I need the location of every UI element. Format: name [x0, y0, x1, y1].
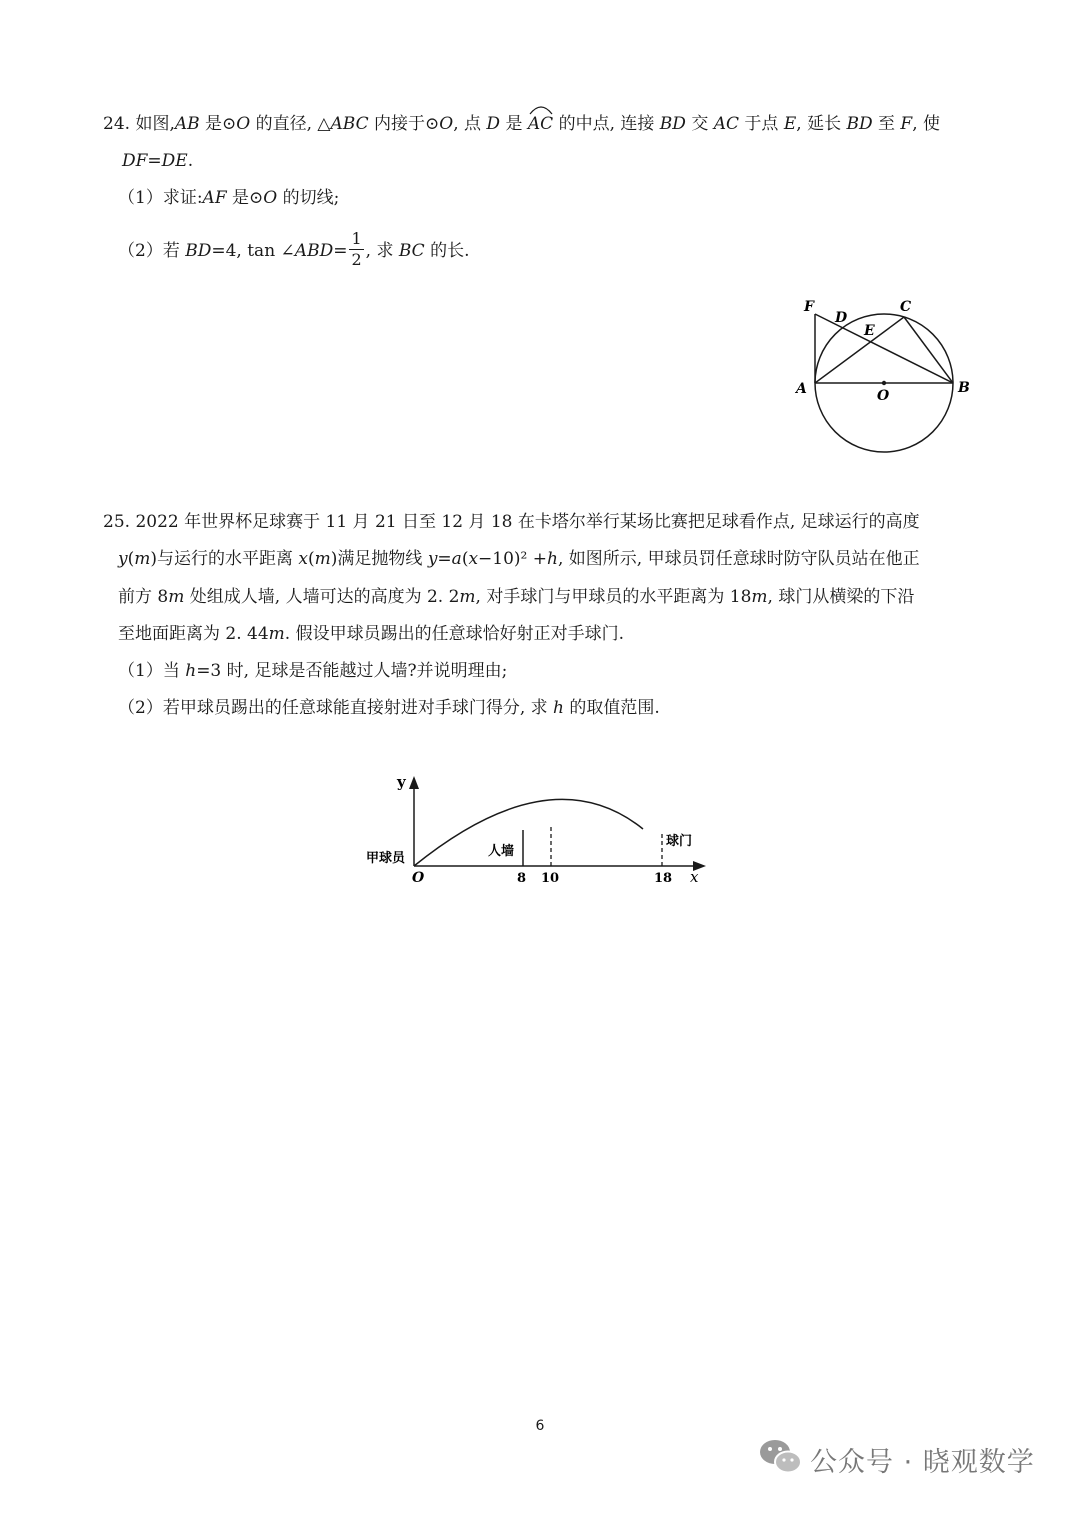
text: 处组成人墙, 人墙可达的高度为 2. 2: [184, 587, 460, 607]
text: 交: [685, 114, 714, 134]
y-axis-arrow: [409, 776, 419, 789]
text: 前方 8: [118, 587, 169, 607]
q24-part-1: [118, 186, 339, 210]
text: 是⊙: [226, 188, 264, 208]
unit-m: m: [459, 587, 476, 607]
var-o: O: [236, 114, 251, 134]
circle-figure: [790, 290, 990, 465]
q25-line-2: [118, 547, 920, 571]
q24-line-1: [103, 112, 940, 136]
text: , 如图所示, 甲球员罚任意球时防守队员站在他正: [557, 549, 920, 569]
label-c: C: [900, 299, 912, 315]
label-b: B: [958, 380, 970, 396]
y-axis-label: y: [397, 773, 406, 791]
text: （1）求证:: [118, 188, 203, 208]
text: =3 时, 足球是否能越过人墙?并说明理由;: [196, 661, 508, 681]
text: 的切线;: [277, 188, 340, 208]
text: （1）当: [118, 661, 186, 681]
eq-part: y=a: [427, 549, 462, 569]
text: 是⊙: [199, 114, 237, 134]
text: 24. 如图,: [103, 114, 175, 134]
text: )满足抛物线: [330, 549, 428, 569]
denominator: 2: [351, 250, 362, 269]
var-af: AF: [202, 188, 227, 208]
text: =4, tan ∠: [211, 241, 295, 261]
eq-part: h: [547, 549, 558, 569]
var-x: x: [298, 549, 309, 569]
text: 内接于⊙: [368, 114, 440, 134]
numerator: 1: [351, 229, 362, 248]
var-abc: ABC: [330, 114, 369, 134]
label-o: O: [877, 388, 890, 404]
parabola-figure: [360, 765, 720, 895]
eq-part: (: [461, 549, 469, 569]
var-h: h: [553, 698, 564, 718]
text: )与运行的水平距离: [150, 549, 299, 569]
q25-line-4: [118, 622, 624, 646]
text: (: [127, 549, 135, 569]
wall-label: 人墙: [488, 844, 515, 859]
origin-label: O: [412, 870, 425, 886]
label-f: F: [804, 299, 814, 315]
var-ac: AC: [713, 114, 740, 134]
var-h: h: [185, 661, 197, 681]
unit-m: m: [314, 549, 331, 569]
player-label: 甲球员: [366, 851, 406, 866]
tick-10: 10: [541, 871, 560, 886]
arc-symbol: [528, 103, 554, 115]
center-point: [882, 381, 886, 385]
ball-trajectory: [414, 799, 643, 866]
q25-part-1: [118, 659, 507, 683]
text: , 延长: [796, 114, 847, 134]
var-bd: BD: [659, 114, 686, 134]
label-d: D: [835, 310, 848, 326]
unit-m: m: [134, 549, 151, 569]
segment-cb: [904, 317, 953, 383]
page-number: 6: [535, 1418, 545, 1434]
var-bc: BC: [398, 241, 425, 261]
q25-line-1: 25. 2022 年世界杯足球赛于 11 月 21 日至 12 月 18 在卡塔尔举行某场比赛把足球看作点, 足球运行的高度: [103, 512, 920, 532]
text: 的中点, 连接: [553, 114, 660, 134]
text: . 假设甲球员踢出的任意球恰好射正对手球门.: [284, 624, 625, 644]
q25-line-3: [118, 585, 914, 609]
text: , 点: [453, 114, 487, 134]
text: 的长.: [424, 241, 470, 261]
var-y: y: [118, 549, 128, 569]
var-bd: BD: [846, 114, 873, 134]
goal-label: 球门: [666, 834, 693, 849]
text: .: [187, 151, 194, 171]
expr-df-de: DF=DE: [122, 151, 188, 171]
var-o: O: [263, 188, 278, 208]
text: , 球门从横梁的下沿: [767, 587, 915, 607]
var-ac: AC: [527, 114, 554, 134]
fraction-one-half: [349, 229, 363, 270]
text: 的取值范围.: [563, 698, 660, 718]
text: 至: [872, 114, 901, 134]
text: 于点: [739, 114, 784, 134]
q24-part-2: [118, 231, 470, 272]
var-f: F: [900, 114, 913, 134]
text: , 求: [365, 241, 399, 261]
var-ab: AB: [174, 114, 200, 134]
tick-8: 8: [517, 871, 527, 886]
var-o: O: [439, 114, 454, 134]
var-d: D: [486, 114, 501, 134]
text: 是: [500, 114, 528, 134]
var-e: E: [783, 114, 797, 134]
watermark: [758, 1432, 1058, 1482]
text: 至地面距离为 2. 44: [118, 624, 269, 644]
arc-ac: [528, 112, 553, 136]
text: （2）若甲球员踢出的任意球能直接射进对手球门得分, 求: [118, 698, 554, 718]
wechat-icon: [758, 1436, 804, 1478]
segment-ac: [815, 317, 904, 383]
tick-18: 18: [654, 871, 673, 886]
watermark-text: 公众号 · 晓观数学: [810, 1447, 1035, 1478]
x-axis-label: x: [690, 868, 699, 886]
text: 的直径, △: [250, 114, 331, 134]
unit-m: m: [268, 624, 285, 644]
unit-m: m: [168, 587, 185, 607]
eq-part: −10)² +: [478, 549, 548, 569]
q25-part-2: [118, 696, 660, 720]
text: （2）若: [118, 241, 186, 261]
text: =: [333, 241, 348, 261]
var-bd: BD: [185, 241, 212, 261]
label-a: A: [796, 381, 807, 397]
q24-line-2: [122, 149, 193, 173]
text: , 使: [912, 114, 941, 134]
label-e: E: [864, 323, 875, 339]
text: , 对手球门与甲球员的水平距离为 18: [475, 587, 752, 607]
unit-m: m: [751, 587, 768, 607]
var-abd: ABD: [294, 241, 334, 261]
eq-part: x: [468, 549, 479, 569]
text: (: [308, 549, 315, 569]
